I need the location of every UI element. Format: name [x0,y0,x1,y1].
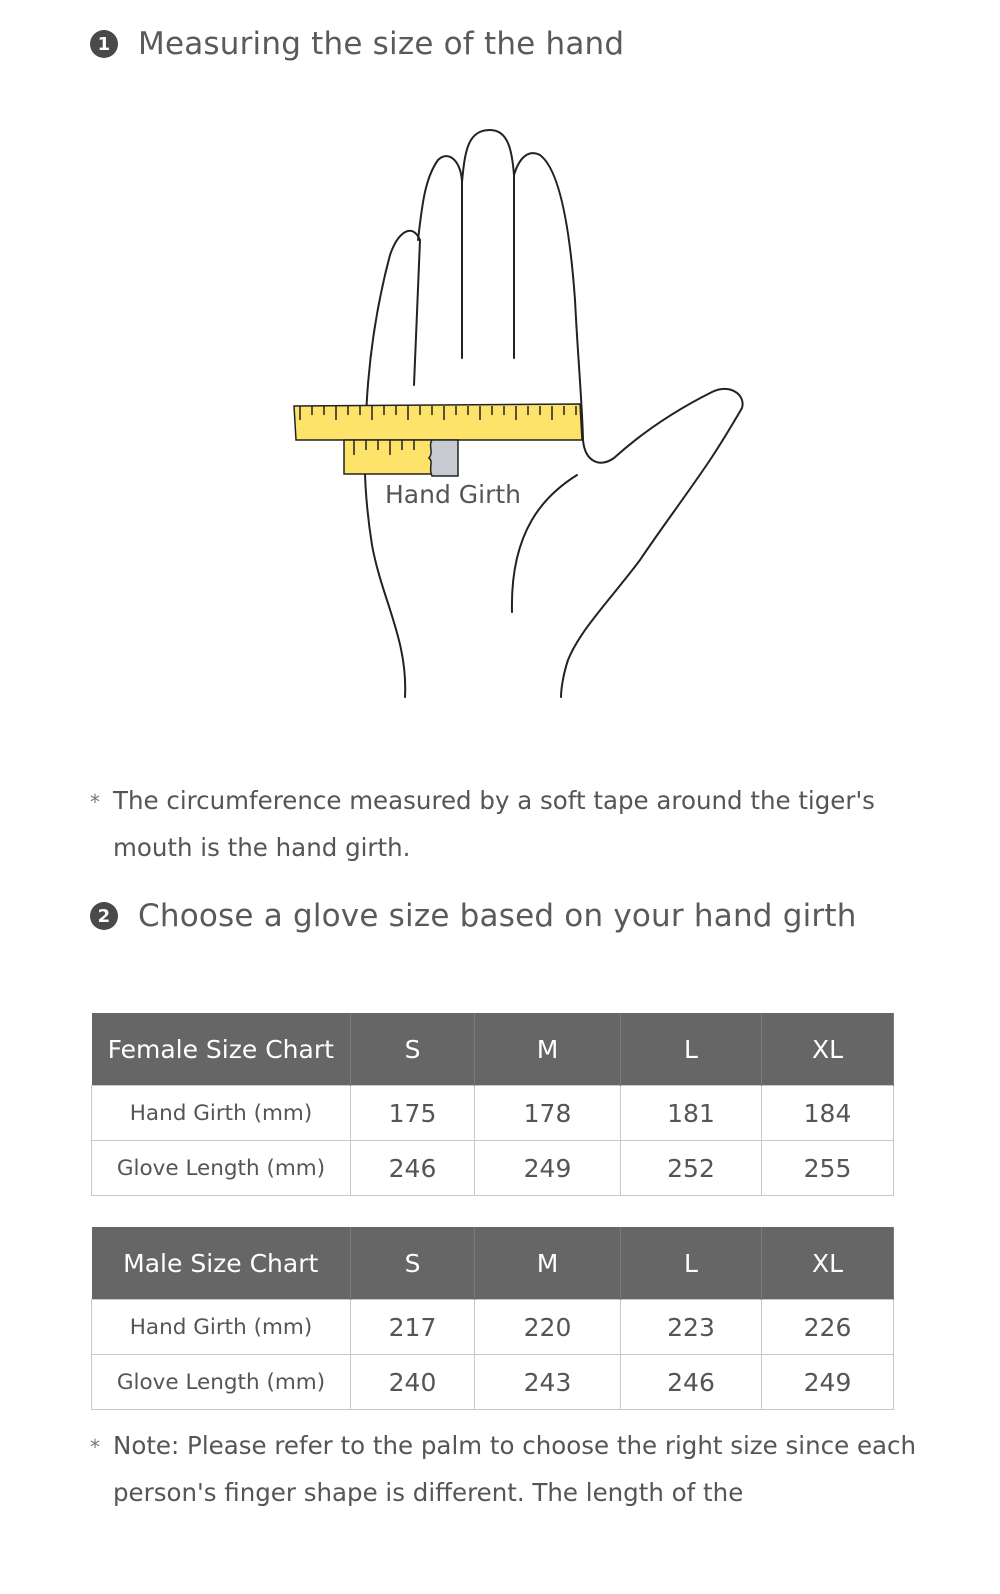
row-label: Hand Girth (mm) [92,1300,351,1355]
table-title: Female Size Chart [92,1013,351,1086]
table-cell: 243 [475,1355,621,1410]
table-cell: 184 [762,1086,894,1141]
step-1-heading [90,26,624,62]
thumb-crease [512,475,577,612]
table-cell: 223 [621,1300,762,1355]
size-header: S [351,1013,475,1086]
step-number-badge: 2 [90,902,118,930]
female-size-table [91,1013,894,1196]
table-cell: 249 [475,1141,621,1196]
step-2-title: Choose a glove size based on your hand girth [138,898,857,934]
table-row [92,1355,894,1410]
table-cell: 249 [762,1355,894,1410]
hand-measurement-illustration [280,120,760,710]
step-2-heading [90,898,857,934]
table-header-row [92,1227,894,1300]
note-asterisk: * [90,790,100,814]
table-cell: 246 [351,1141,475,1196]
size-header: XL [762,1013,894,1086]
table-row [92,1086,894,1141]
size-header: L [621,1013,762,1086]
table-cell: 255 [762,1141,894,1196]
male-size-table [91,1227,894,1410]
table-cell: 175 [351,1086,475,1141]
size-note [90,1422,930,1522]
middle-finger [418,156,462,358]
table-cell: 220 [475,1300,621,1355]
table-cell: 217 [351,1300,475,1355]
pinky-finger [514,153,583,440]
row-label: Glove Length (mm) [92,1355,351,1410]
table-header-row [92,1013,894,1086]
table-row [92,1141,894,1196]
row-label: Glove Length (mm) [92,1141,351,1196]
table-row [92,1300,894,1355]
table-cell: 240 [351,1355,475,1410]
table-title: Male Size Chart [92,1227,351,1300]
table-cell: 181 [621,1086,762,1141]
size-header: M [475,1013,621,1086]
table-cell: 252 [621,1141,762,1196]
index-finger [367,231,420,398]
step-1-title: Measuring the size of the hand [138,26,625,62]
size-note-text: Note: Please refer to the palm to choose the right size since each person's finger shape is different. The length of the [113,1431,917,1507]
measurement-note [90,777,930,871]
ring-finger [462,130,514,358]
table-cell: 246 [621,1355,762,1410]
size-header: M [475,1227,621,1300]
note-asterisk: * [90,1435,100,1459]
table-cell: 178 [475,1086,621,1141]
row-label: Hand Girth (mm) [92,1086,351,1141]
table-cell: 226 [762,1300,894,1355]
thumb-outer [561,389,743,697]
hand-girth-label: Hand Girth [385,480,522,509]
measurement-note-text: The circumference measured by a soft tape around the tiger's mouth is the hand girth. [113,786,875,862]
measuring-tape [294,404,582,476]
step-number-badge: 1 [90,30,118,58]
size-header: XL [762,1227,894,1300]
size-header: S [351,1227,475,1300]
size-header: L [621,1227,762,1300]
